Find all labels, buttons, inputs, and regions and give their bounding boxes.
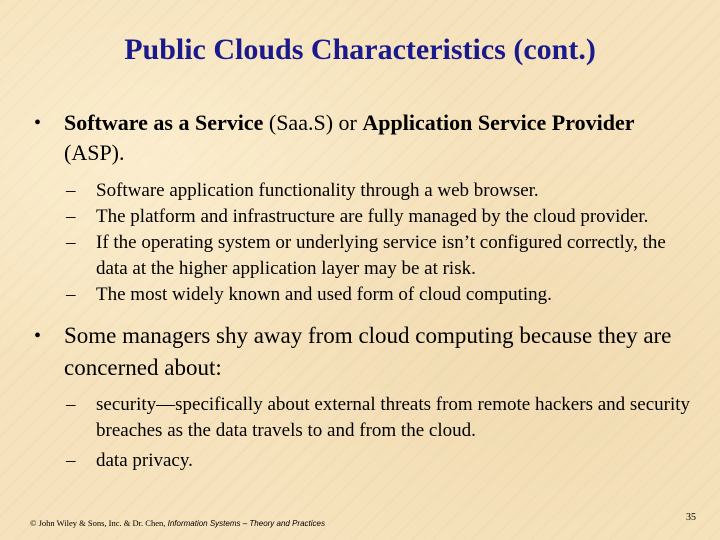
bullet-dot: • bbox=[34, 325, 42, 347]
footer-book-title: Information Systems – Theory and Practices bbox=[167, 519, 325, 528]
saas-abbrev: (Saa.S) or bbox=[263, 110, 363, 135]
slide-footer bbox=[30, 517, 325, 530]
bullet-managers bbox=[28, 320, 698, 384]
bullet-dot: • bbox=[34, 112, 42, 134]
sub-dash: – bbox=[66, 232, 76, 253]
sub-dash: – bbox=[66, 394, 76, 415]
sub-dash: – bbox=[66, 450, 76, 471]
sub-bullet bbox=[28, 448, 698, 474]
slide-content bbox=[28, 108, 698, 474]
sub-bullet-text: If the operating system or underlying service isn’t configured correctly, the data at the higher application layer may be at risk. bbox=[96, 232, 666, 279]
sub-bullet bbox=[28, 392, 698, 444]
sub-bullet-text: data privacy. bbox=[96, 450, 193, 471]
asp-abbrev: (ASP). bbox=[64, 140, 125, 165]
saas-term: Software as a Service bbox=[64, 110, 264, 135]
sub-bullet-text: The platform and infrastructure are fully managed by the cloud provider. bbox=[96, 206, 649, 227]
footer-copyright: © John Wiley & Sons, Inc. & Dr. Chen, bbox=[30, 518, 166, 528]
sub-bullet-text: security—specifically about external threats from remote hackers and security breaches as the data travels to and from the cloud. bbox=[96, 394, 691, 441]
sub-dash: – bbox=[66, 284, 76, 305]
bullet-managers-text: Some managers shy away from cloud computing because they are concerned about: bbox=[64, 323, 672, 380]
sub-dash: – bbox=[66, 180, 76, 201]
slide-title: Public Clouds Characteristics (cont.) bbox=[124, 33, 596, 66]
asp-term: Application Service Provider bbox=[362, 110, 635, 135]
sub-bullet-text: The most widely known and used form of cloud computing. bbox=[96, 284, 552, 305]
bullet-saas bbox=[28, 108, 698, 168]
sub-bullet bbox=[28, 282, 698, 308]
sub-bullet bbox=[28, 204, 698, 230]
sub-bullet-text: Software application functionality through a web browser. bbox=[96, 180, 539, 201]
page-number: 35 bbox=[686, 512, 696, 523]
sub-dash: – bbox=[66, 206, 76, 227]
sub-bullet bbox=[28, 178, 698, 204]
sub-bullet bbox=[28, 230, 698, 282]
